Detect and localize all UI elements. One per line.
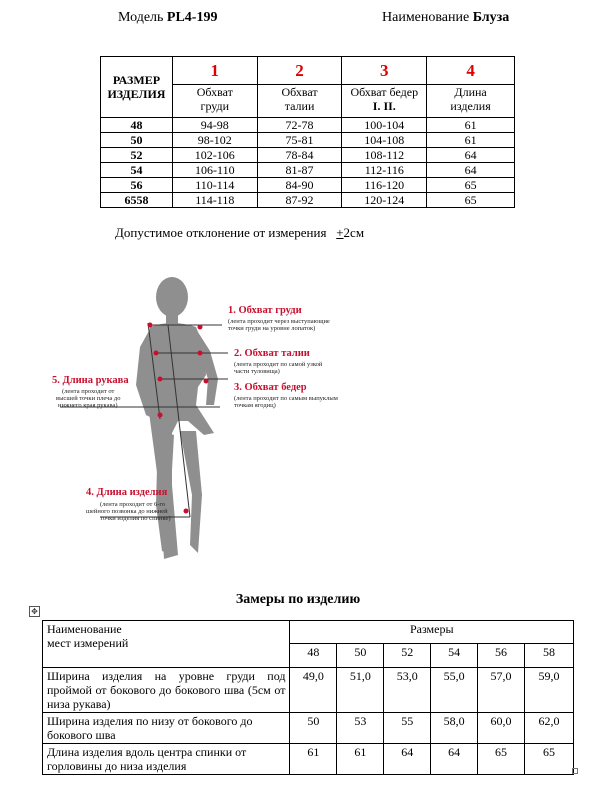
row-size: 6558: [101, 193, 173, 208]
label-chest: [228, 305, 330, 332]
row-size: 56: [101, 178, 173, 193]
table-cell: 55,0: [431, 668, 478, 713]
measurements-title: Замеры по изделию: [235, 592, 361, 607]
table-cell: 57,0: [478, 668, 525, 713]
table-row: [43, 713, 574, 744]
label-title: 3. Обхват бедер: [234, 382, 307, 393]
size-header-cell: [101, 57, 173, 118]
table-cell: 120-124: [342, 193, 427, 208]
table-cell: 65: [427, 193, 515, 208]
header-line: Наименование: [47, 622, 122, 636]
row-size: 50: [101, 133, 173, 148]
label-note: точки груди на уровне лопаток): [228, 325, 316, 332]
size-header-line2: ИЗДЕЛИЯ: [107, 87, 166, 101]
label-note: (лента проходит по самой узкой: [234, 361, 323, 368]
table-cell: 75-81: [257, 133, 342, 148]
table-cell: 62,0: [525, 713, 574, 744]
table-cell: 65: [478, 744, 525, 775]
table-row: [101, 193, 515, 208]
label-length: [86, 487, 171, 522]
table-cell: 84-90: [257, 178, 342, 193]
label-hips: [234, 382, 338, 409]
table-cell: 112-116: [342, 163, 427, 178]
table-cell: 87-92: [257, 193, 342, 208]
col-number: 4: [427, 57, 515, 85]
table-cell: 58,0: [431, 713, 478, 744]
table-cell: 61: [427, 133, 515, 148]
col-header-line: Обхват бедер: [350, 85, 419, 99]
row-size: 52: [101, 148, 173, 163]
table-cell: 60,0: [478, 713, 525, 744]
sizes-header: Размеры: [290, 621, 574, 644]
label-note: части туловища): [234, 368, 280, 375]
table-cell: 64: [427, 163, 515, 178]
label-title: 4. Длина изделия: [86, 487, 168, 498]
model-line: [118, 10, 217, 26]
table-row: [101, 118, 515, 133]
tolerance-value: 2см: [343, 225, 365, 240]
measure-label: Ширина изделия по низу от бокового до бокового шва: [43, 713, 290, 744]
size-col: 50: [337, 644, 384, 668]
table-cell: 61: [427, 118, 515, 133]
col-header-line: Обхват: [281, 85, 318, 99]
col-header-hips: [342, 85, 427, 118]
label-waist: [234, 348, 323, 375]
table-cell: 114-118: [172, 193, 257, 208]
tolerance-plus-minus: +: [336, 225, 344, 240]
col-number: 2: [257, 57, 342, 85]
col-number: 3: [342, 57, 427, 85]
table-cell: 64: [384, 744, 431, 775]
row-size: 54: [101, 163, 173, 178]
table-cell: 102-106: [172, 148, 257, 163]
table-cell: 98-102: [172, 133, 257, 148]
table-cell: 104-108: [342, 133, 427, 148]
table-row: [101, 178, 515, 193]
label-note: точкам ягодиц): [234, 402, 276, 409]
table-cell: 108-112: [342, 148, 427, 163]
col-header-line: талии: [284, 99, 315, 113]
table-row: [101, 148, 515, 163]
col-header-length: [427, 85, 515, 118]
table-cell: 100-104: [342, 118, 427, 133]
model-value: PL4-199: [166, 10, 218, 25]
label-note: (лента проходит через выступающие: [228, 318, 330, 325]
label-title: 2. Обхват талии: [234, 348, 310, 359]
table-cell: 72-78: [257, 118, 342, 133]
size-col: 48: [290, 644, 337, 668]
table-resize-handle[interactable]: [572, 768, 578, 774]
table-cell: 64: [427, 148, 515, 163]
table-cell: 116-120: [342, 178, 427, 193]
table-cell: 61: [290, 744, 337, 775]
table-cell: 61: [337, 744, 384, 775]
label-note: (лента проходит по самым выпуклым: [234, 395, 338, 402]
label-note: нижнего края рукава): [58, 402, 118, 409]
size-chart-table: [100, 56, 515, 208]
table-cell: 53,0: [384, 668, 431, 713]
label-sleeve: [52, 375, 129, 409]
model-label: Модель: [118, 10, 164, 25]
table-move-icon[interactable]: ✥: [29, 606, 40, 617]
label-note: шейного позвонка до нижней: [86, 508, 168, 515]
col-header-line: груди: [200, 99, 230, 113]
tolerance-text: Допустимое отклонение от измерения: [115, 225, 327, 240]
table-cell: 106-110: [172, 163, 257, 178]
table-cell: 49,0: [290, 668, 337, 713]
table-cell: 65: [427, 178, 515, 193]
table-row: [43, 744, 574, 775]
table-cell: 64: [431, 744, 478, 775]
table-row: [101, 163, 515, 178]
col-number: 1: [172, 57, 257, 85]
col-header-line: Обхват: [196, 85, 233, 99]
label-note: (лента проходит от: [62, 388, 115, 395]
table-cell: 94-98: [172, 118, 257, 133]
size-header-line1: РАЗМЕР: [112, 73, 161, 87]
table-cell: 55: [384, 713, 431, 744]
product-name-value: Блуза: [472, 10, 510, 25]
col-header-waist: [257, 85, 342, 118]
measure-name-header: [43, 621, 290, 668]
measure-label: Длина изделия вдоль центра спинки от горловины до низа изделия: [43, 744, 290, 775]
product-name-label: Наименование: [382, 10, 470, 25]
measurement-figure: [0, 255, 430, 575]
size-col: 52: [384, 644, 431, 668]
size-col: 54: [431, 644, 478, 668]
row-size: 48: [101, 118, 173, 133]
col-header-line: изделия: [450, 99, 491, 113]
table-cell: 53: [337, 713, 384, 744]
measure-label: Ширина изделия на уровне груди под проймой от бокового до бокового шва (5см от низа рукава): [43, 668, 290, 713]
col-header-line: Длина: [454, 85, 487, 99]
table-cell: 51,0: [337, 668, 384, 713]
table-cell: 78-84: [257, 148, 342, 163]
label-note: (лента проходит от 6-го: [100, 501, 166, 508]
table-cell: 59,0: [525, 668, 574, 713]
size-col: 56: [478, 644, 525, 668]
table-row: [101, 133, 515, 148]
table-cell: 65: [525, 744, 574, 775]
table-cell: 50: [290, 713, 337, 744]
table-row: [43, 668, 574, 713]
label-note: высшей точки плеча до: [56, 395, 121, 402]
header-line: мест измерений: [47, 636, 129, 650]
col-header-line: I. II.: [372, 99, 396, 113]
tolerance-note: [115, 225, 364, 241]
label-title: 1. Обхват груди: [228, 305, 302, 316]
table-cell: 110-114: [172, 178, 257, 193]
label-note: точки изделия по спинке): [100, 515, 171, 522]
col-header-chest: [172, 85, 257, 118]
measurements-table: [42, 620, 574, 775]
label-title: 5. Длина рукава: [52, 375, 129, 386]
size-col: 58: [525, 644, 574, 668]
table-cell: 81-87: [257, 163, 342, 178]
product-name-line: [382, 10, 509, 26]
